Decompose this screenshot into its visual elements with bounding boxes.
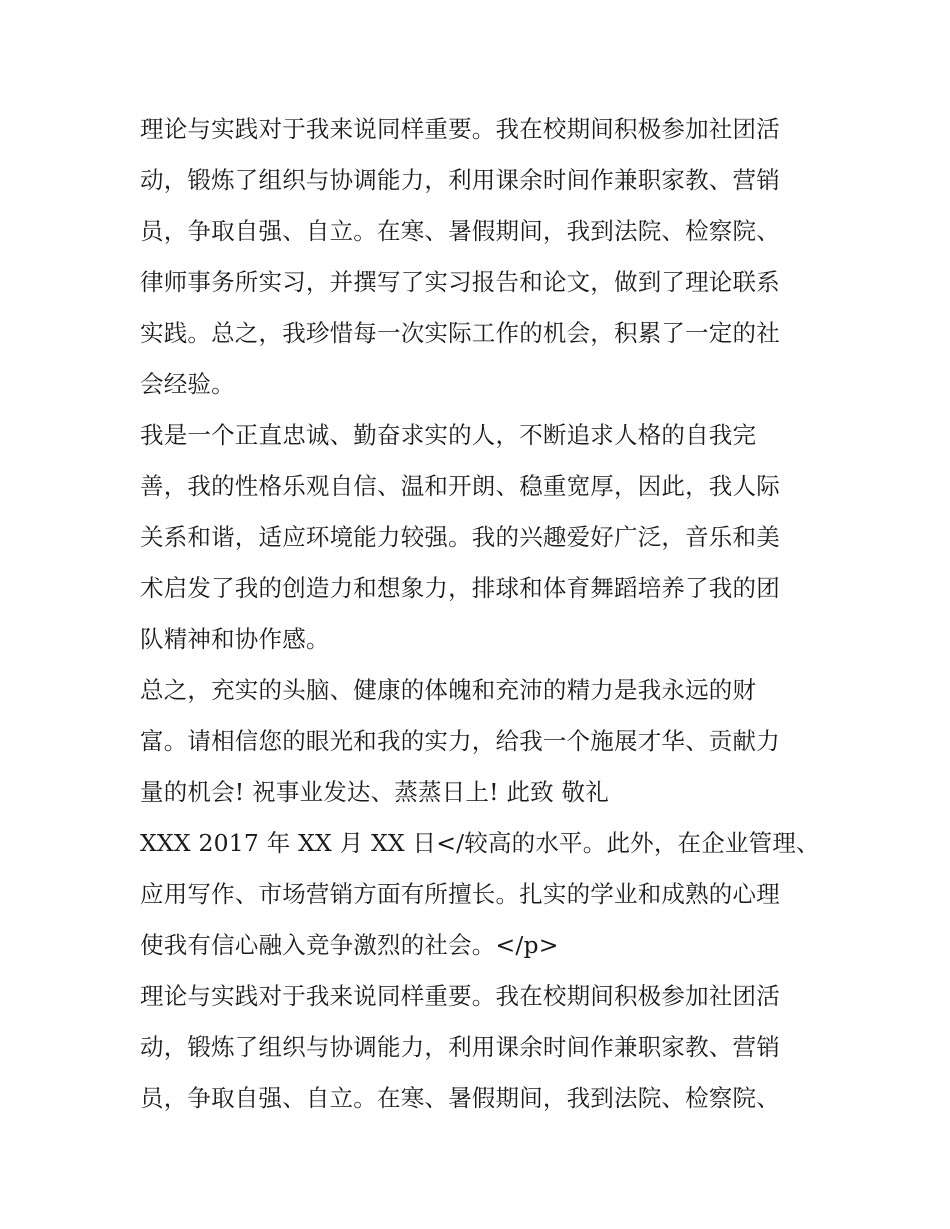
- text-line: 富。请相信您的眼光和我的实力，给我一个施展才华、贡献力: [140, 727, 780, 755]
- text-line: 实践。总之，我珍惜每一次实际工作的机会，积累了一定的社: [140, 319, 780, 347]
- document-body: [140, 104, 820, 1124]
- text-line: 总之，充实的头脑、健康的体魄和充沛的精力是我永远的财: [140, 676, 757, 704]
- text-line: 理论与实践对于我来说同样重要。我在校期间积极参加社团活: [140, 115, 780, 143]
- text-line: 我是一个正直忠诚、勤奋求实的人，不断追求人格的自我完: [140, 421, 757, 449]
- text-line: 善，我的性格乐观自信、温和开朗、稳重宽厚，因此，我人际: [140, 472, 780, 500]
- text-line: 动，锻炼了组织与协调能力，利用课余时间作兼职家教、营销: [140, 166, 780, 194]
- text-line: 律师事务所实习，并撰写了实习报告和论文，做到了理论联系: [140, 268, 780, 296]
- text-line: 关系和谐，适应环境能力较强。我的兴趣爱好广泛，音乐和美: [140, 523, 780, 551]
- text-line: 使我有信心融入竞争激烈的社会。</p>: [140, 931, 559, 959]
- text-line: 量的机会! 祝事业发达、蒸蒸日上! 此致 敬礼: [140, 778, 609, 806]
- text-line: 应用写作、市场营销方面有所擅长。扎实的学业和成熟的心理: [140, 880, 780, 908]
- text-line: 会经验。: [140, 370, 235, 398]
- text-line: 动，锻炼了组织与协调能力，利用课余时间作兼职家教、营销: [140, 1033, 780, 1061]
- text-line: 员，争取自强、自立。在寒、暑假期间，我到法院、检察院、: [140, 217, 780, 245]
- text-line: 术启发了我的创造力和想象力，排球和体育舞蹈培养了我的团: [140, 574, 780, 602]
- text-line: 理论与实践对于我来说同样重要。我在校期间积极参加社团活: [140, 982, 780, 1010]
- text-line: 队精神和协作感。: [140, 625, 330, 653]
- text-line: XXX 2017 年 XX 月 XX 日</较高的水平。此外，在企业管理、: [140, 829, 820, 857]
- text-line: 员，争取自强、自立。在寒、暑假期间，我到法院、检察院、: [140, 1084, 780, 1112]
